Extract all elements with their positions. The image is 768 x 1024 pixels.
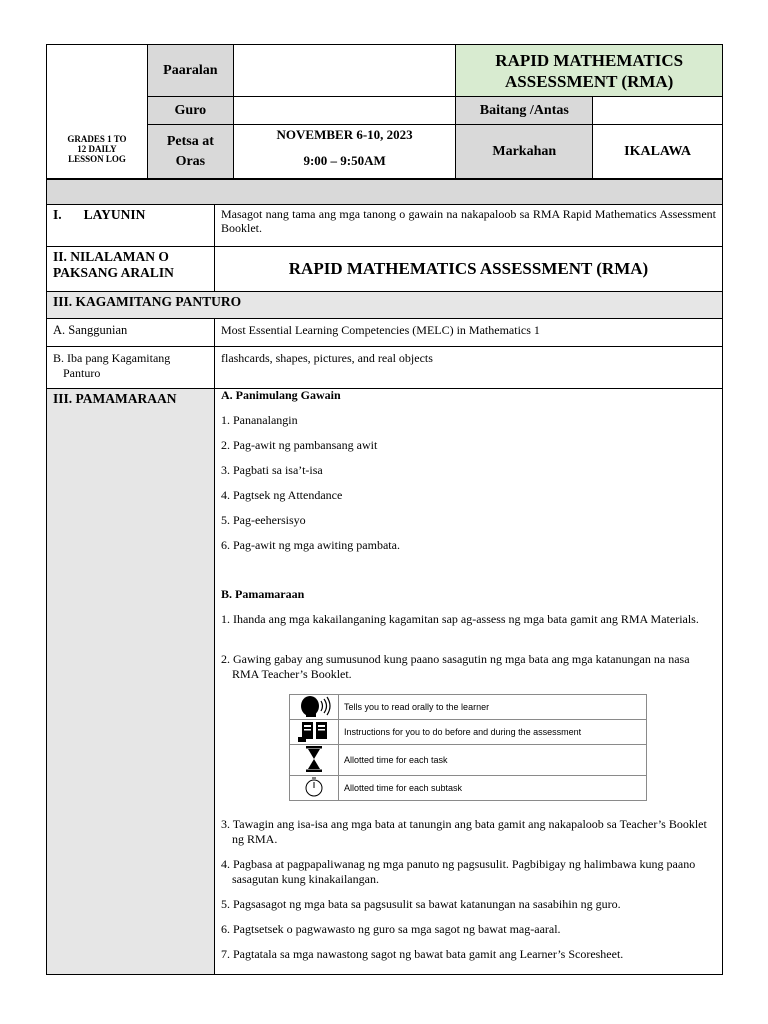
lesson-table xyxy=(46,204,723,975)
teacher-label: Guro xyxy=(147,97,233,125)
procedure-step: 2. Pag-awit ng pambansang awit xyxy=(220,438,378,452)
materials-label: III. KAGAMITANG PANTURO xyxy=(47,292,723,319)
time-value: 9:00 – 9:50AM xyxy=(303,153,386,168)
procedure-step: 3. Pagbati sa isa’t-isa xyxy=(220,463,323,477)
procedure-step: 4. Pagtsek ng Attendance xyxy=(220,488,343,502)
school-value xyxy=(233,45,456,97)
procedure-step: 6. Pag-awit ng mga awiting pambata. xyxy=(220,538,400,552)
document-title: RAPID MATHEMATICS ASSESSMENT (RMA) xyxy=(456,45,723,97)
content-title: RAPID MATHEMATICS ASSESSMENT (RMA) xyxy=(214,247,722,292)
part-b-title: B. Pamamaraan xyxy=(220,587,305,601)
quarter-label: Markahan xyxy=(456,125,593,179)
rma-icon-legend xyxy=(289,694,647,801)
procedure-step: 5. Pagsasagot ng mga bata sa pagsusulit sa bawat katanungan na sasabihin ng guro. xyxy=(220,897,621,911)
procedure-step: 2. Gawing gabay ang sumusunod kung paano sasagutin ng mga bata ang mga katanungan na nasa RMA Teacher’s Booklet. xyxy=(220,652,690,681)
procedure-step: 3. Tawagin ang isa-isa ang mga bata at tanungin ang bata gamit ang nakapaloob sa Teacher’s Booklet ng RMA. xyxy=(220,817,707,846)
speaking-head-icon xyxy=(290,695,339,720)
procedure-step: 4. Pagbasa at pagpapaliwanag ng mga panuto ng pagsusulit. Pagbibigay ng halimbawa kung paano sasagutan kung kinakailangan. xyxy=(220,857,696,886)
part-a-title: A. Panimulang Gawain xyxy=(220,388,341,402)
date-value: NOVEMBER 6-10, 2023 xyxy=(276,127,413,142)
objective-label: I. LAYUNIN xyxy=(47,205,215,247)
procedure-content xyxy=(214,389,722,975)
reference-text: Most Essential Learning Competencies (MELC) in Mathematics 1 xyxy=(214,319,722,347)
reference-label: A. Sanggunian xyxy=(47,319,215,347)
stopwatch-icon xyxy=(290,776,339,801)
objective-text: Masagot nang tama ang mga tanong o gawain na nakapaloob sa RMA Rapid Mathematics Assessment Booklet. xyxy=(214,205,722,247)
grades-label: GRADES 1 TO 12 DAILY LESSON LOG xyxy=(47,45,148,179)
legend-text: Tells you to read orally to the learner xyxy=(339,695,647,720)
grade-level-label: Baitang /Antas xyxy=(456,97,593,125)
teacher-value xyxy=(233,97,456,125)
other-materials-text: flashcards, shapes, pictures, and real objects xyxy=(214,347,722,389)
grade-level-value xyxy=(593,97,723,125)
section-divider xyxy=(46,179,723,205)
procedure-step: 1. Ihanda ang mga kakailanganing kagamitan sap ag-assess ng mga bata gamit ang RMA Materials. xyxy=(220,612,699,626)
content-label: II. NILALAMAN O PAKSANG ARALIN xyxy=(47,247,215,292)
legend-text: Allotted time for each subtask xyxy=(339,776,647,801)
procedure-step: 5. Pag-eehersisyo xyxy=(220,513,306,527)
other-materials-label: B. Iba pang Kagamitang Panturo xyxy=(47,347,215,389)
header-table xyxy=(46,44,723,179)
instruction-cards-icon xyxy=(290,720,339,745)
school-label: Paaralan xyxy=(147,45,233,97)
legend-text: Instructions for you to do before and during the assessment xyxy=(339,720,647,745)
quarter-value: IKALAWA xyxy=(593,125,723,179)
procedure-step: 1. Pananalangin xyxy=(220,413,298,427)
hourglass-icon xyxy=(290,745,339,776)
date-time-value xyxy=(233,125,456,179)
procedure-step: 7. Pagtatala sa mga nawastong sagot ng bawat bata gamit ang Learner’s Scoresheet. xyxy=(220,947,624,961)
procedure-step: 6. Pagtsetsek o pagwawasto ng guro sa mga sagot ng bawat mag-aaral. xyxy=(220,922,561,936)
legend-text: Allotted time for each task xyxy=(339,745,647,776)
date-time-label: Petsa at Oras xyxy=(147,125,233,179)
procedure-label: III. PAMAMARAAN xyxy=(47,389,215,975)
